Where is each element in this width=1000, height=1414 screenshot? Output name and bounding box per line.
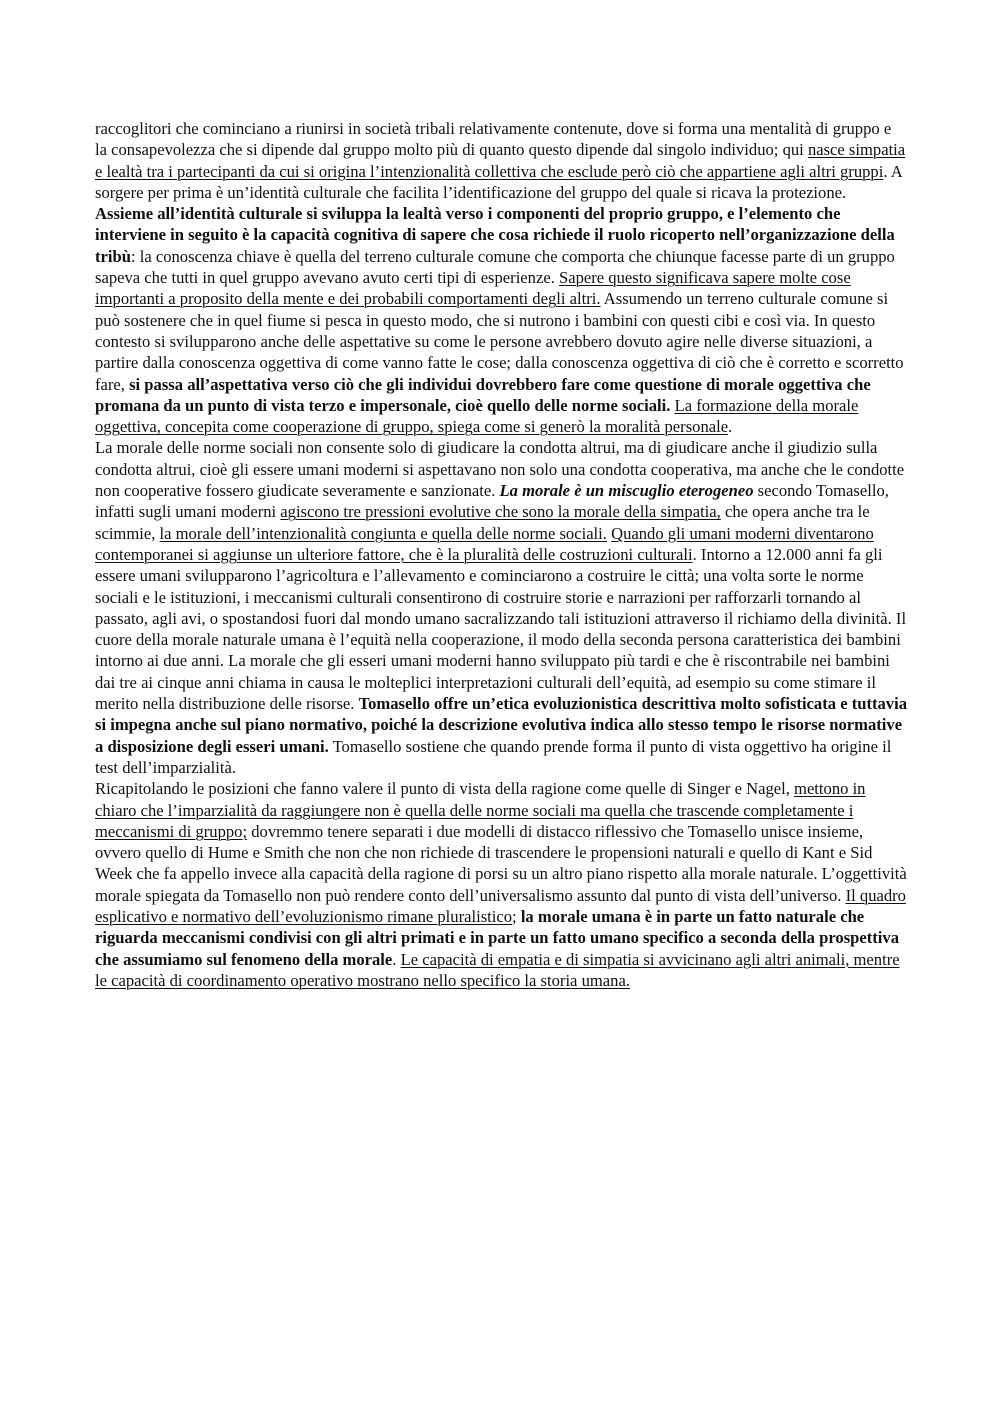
text-span: che opera anche tra le scimmie,	[95, 502, 870, 543]
text-span: La morale delle norme sociali non consente solo di giudicare la condotta altrui, ma di giudicare anche il giudizio sulla condotta altrui, cioè gli essere umani moderni si aspettavano non solo una condotta cooperativa, ma anche che le condotte non cooperative fossero giudicate severamente e sanzionate.	[95, 438, 905, 501]
text-span: secondo Tomasello, infatti sugli umani moderni	[95, 481, 889, 522]
text-span: : la conoscenza chiave è quella del terreno culturale comune che comporta che chiunque facesse parte di un gruppo sapeva che tutti in quel gruppo avevano avuto certi tipi di esperienze.	[95, 246, 895, 288]
text-span: . Intorno a 12.000 anni fa gli essere umani svilupparono l’agricoltura e l’allevamento e cominciarono a costruire le città; una volta sorte le norme sociali e le istituzioni, i meccanismi culturali consentirono di costruire storie e narrazioni per rafforzarli tornando al passato, agli avi, o spostandosi fuori dal mondo umano sacralizzando tali istituzioni attraverso il richiamo della divinità. Il cuore della morale naturale umana è l’equità nella cooperazione, il modo della seconda persona caratteristica dei bambini intorno ai due anni. La morale che gli esseri umani moderni hanno sviluppato più tardi e che è riscontrabile nei bambini dai tre ai cinque anni chiama in causa le molteplici interpretazioni culturali dell’equità, ad esempio su come stimare il merito nella distribuzione delle risorse.	[95, 544, 907, 714]
paragraph-2	[95, 437, 907, 778]
text-span: raccoglitori che cominciano a riunirsi in società tribali relativamente contenute, dove si forma una mentalità di gruppo e la consapevolezza che si dipende dal gruppo molto più di quanto questo dipende dal singolo individuo; qui	[95, 119, 892, 160]
text-span: Assumendo un terreno culturale comune si può sostenere che in quel fiume si pesca in questo modo, che si nutrono i bambini con questi cibi e così via. In questo contesto si svilupparono anche delle aspettative su come le persone avrebbero dovuto agire nelle diverse situazioni, a partire dalla conoscenza oggettiva di come vanno fatte le cose; dalla conoscenza oggettiva di ciò che è corretto e scorretto fare,	[95, 289, 904, 394]
text-span: agiscono tre pressioni evolutive che sono la morale della simpatia,	[280, 502, 721, 522]
text-span: La morale è un miscuglio eterogeneo	[499, 481, 754, 501]
text-span: La formazione della morale oggettiva, concepita come cooperazione di gruppo, spiega come si generò la moralità personale	[95, 395, 859, 437]
text-span: Assieme all’identità culturale si sviluppa la lealtà verso i componenti del proprio gruppo, e l’elemento che interviene in seguito è la capacità cognitiva di sapere che cosa richiede il ruolo ricoperto nell’organizzazione della tribù	[95, 204, 895, 266]
text-span: Tomasello sostiene che quando prende forma il punto di vista oggettivo ha origine il test dell’imparzialità.	[95, 736, 892, 777]
text-span: Il quadro esplicativo e normativo dell’evoluzionismo rimane pluralistico	[95, 885, 906, 926]
text-span: si passa all’aspettativa verso ciò che gli individui dovrebbero fare come questione di morale oggettiva che promana da un punto di vista terzo e impersonale, cioè quello delle norme sociali.	[95, 374, 871, 415]
text-span: la morale umana è in parte un fatto naturale che riguarda meccanismi condivisi con gli altri primati e in parte un fatto umano specifico a seconda della prospettiva che assumiamo sul fenomeno della morale	[95, 906, 899, 969]
document-page	[95, 118, 907, 991]
text-span: dovremmo tenere separati i due modelli di distacco riflessivo che Tomasello unisce insieme, ovvero quello di Hume e Smith che non che non richiede di trascendere le propensioni naturali e quello di Kant e Sid Week che fa appello invece alla capacità della ragione di porsi su un altro piano rispetto alla morale naturale. L’oggettività morale spiegata da Tomasello non può rendere conto dell’universalismo assunto dal punto di vista dell’universo.	[95, 821, 907, 905]
text-span: nasce simpatia e lealtà tra i partecipanti da cui si origina l’intenzionalità collettiva che esclude però ciò che appartiene agli altri gruppi	[95, 140, 906, 181]
text-span: mettono in chiaro che l’imparzialità da raggiungere non è quella delle norme sociali ma quella che trascende completamente i meccanismi di gruppo;	[95, 779, 866, 841]
text-span: ;	[512, 906, 521, 926]
text-span: .	[728, 417, 733, 437]
text-span: Le capacità di empatia e di simpatia si avvicinano agli altri animali, mentre le capacità di coordinamento operativo mostrano nello specifico la storia umana.	[95, 949, 900, 990]
text-span: . A sorgere per prima è un’identità culturale che facilita l’identificazione del gruppo del quale si ricava la protezione.	[95, 161, 902, 202]
text-span: Quando gli umani moderni diventarono contemporanei si aggiunse un ulteriore fattore, che è la pluralità delle costruzioni culturali	[95, 523, 874, 564]
paragraph-1	[95, 118, 907, 437]
text-span: Sapere questo significava sapere molte cose importanti a proposito della mente e dei probabili comportamenti degli altri.	[95, 268, 851, 309]
text-span: la morale dell’intenzionalità congiunta e quella delle norme sociali.	[159, 523, 607, 543]
text-span: Ricapitolando le posizioni che fanno valere il punto di vista della ragione come quelle di Singer e Nagel,	[95, 779, 795, 799]
text-span: .	[392, 949, 401, 969]
paragraph-3	[95, 778, 907, 991]
text-span: Tomasello offre un’etica evoluzionistica descrittiva molto sofisticata e tuttavia si impegna anche sul piano normativo, poiché la descrizione evolutiva indica allo stesso tempo le risorse normative a disposizione degli esseri umani.	[95, 694, 908, 756]
